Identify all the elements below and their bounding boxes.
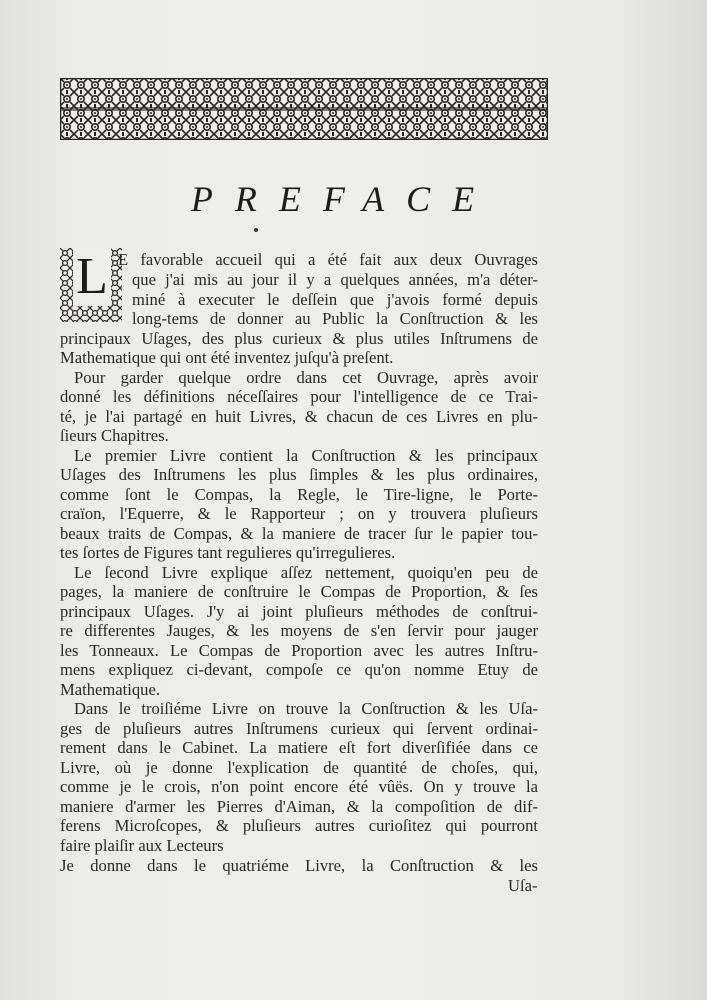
text-line: ges de pluſieurs autres Inſtrumens curieux qui ſervent ordinai-: [60, 719, 538, 738]
title-dot: [254, 228, 258, 232]
text-line: principaux Uſages. J'y ai joint pluſieurs méthodes de conſtrui-: [60, 602, 538, 621]
text-line: E favorable accueil qui a été fait aux deux Ouvrages: [118, 250, 538, 269]
text-line: donné les définitions néceſſaires pour l'intelligence de ce Trai-: [60, 387, 538, 406]
page-title: PREFACE: [190, 179, 497, 219]
text-line: Livre, où je donne l'explication de quantité de choſes, qui,: [60, 758, 538, 777]
text-line: Uſages des Inſtrumens les plus ſimples & les plus ordinaires,: [60, 465, 538, 484]
text-line: miné à executer le deſſein que j'avois formé depuis: [132, 290, 538, 309]
text-line: ſieurs Chapitres.: [60, 426, 169, 445]
text-line: beaux traits de Compas, & la maniere de tracer ſur le papier tou-: [60, 524, 538, 543]
text-line: mens expliquez ci-devant, compoſe ce qu'on nomme Etuy de: [60, 660, 538, 679]
text-line: comme je le crois, n'on point encore été vûës. On y trouve la: [60, 777, 538, 796]
text-line: rement dans le Cabinet. La matiere eſt fort diverſifiée dans ce: [60, 738, 538, 757]
text-line: tes ſortes de Figures tant regulieres qu'irregulieres.: [60, 543, 396, 562]
text-line: long-tems de donner au Public la Conſtruction & les: [132, 309, 538, 328]
text-line: re differentes Jauges, & les moyens de s'en ſervir pour jauger: [60, 621, 538, 640]
text-line: pages, la maniere de conſtruire le Compas de Proportion, & ſes: [60, 582, 538, 601]
text-line: té, je l'ai partagé en huit Livres, & chacun de ces Livres en plu-: [60, 407, 538, 426]
text-line: maniere d'armer les Pierres d'Aiman, & la compoſition de dif-: [60, 797, 538, 816]
text-line: que j'ai mis au jour il y a quelques années, m'a déter-: [132, 270, 538, 289]
text-line: Mathematique qui ont été inventez juſqu'à preſent.: [60, 348, 394, 367]
catchword: Uſa-: [508, 876, 538, 895]
text-line: les Tonneaux. Le Compas de Proportion avec les autres Inſtru-: [60, 641, 538, 660]
headpiece-ornament: [60, 78, 548, 140]
text-line: ferens Microſcopes, & pluſieurs autres curioſitez qui pourront: [60, 816, 538, 835]
text-line: Dans le troiſiéme Livre on trouve la Conſtruction & les Uſa-: [74, 699, 538, 718]
text-line: Mathematique.: [60, 680, 160, 699]
text-line: faire plaiſir aux Lecteurs: [60, 836, 224, 855]
text-line: Pour garder quelque ordre dans cet Ouvrage, après avoir: [74, 368, 538, 387]
text-line-final: Je donne dans le quatriéme Livre, la Conſtruction & les: [60, 856, 538, 875]
text-line: principaux Uſages, des plus curieux & plus utiles Inſtrumens de: [60, 329, 538, 348]
dropcap-letter: L: [73, 248, 111, 306]
text-line: Le ſecond Livre explique aſſez nettement, quoiqu'en peu de: [74, 563, 538, 582]
text-line: craïon, l'Equerre, & le Rapporteur ; on y trouvera pluſieurs: [60, 504, 538, 523]
text-line: comme ſont le Compas, la Regle, le Tire-ligne, le Porte-: [60, 485, 538, 504]
text-line: Le premier Livre contient la Conſtruction & les principaux: [74, 446, 538, 465]
